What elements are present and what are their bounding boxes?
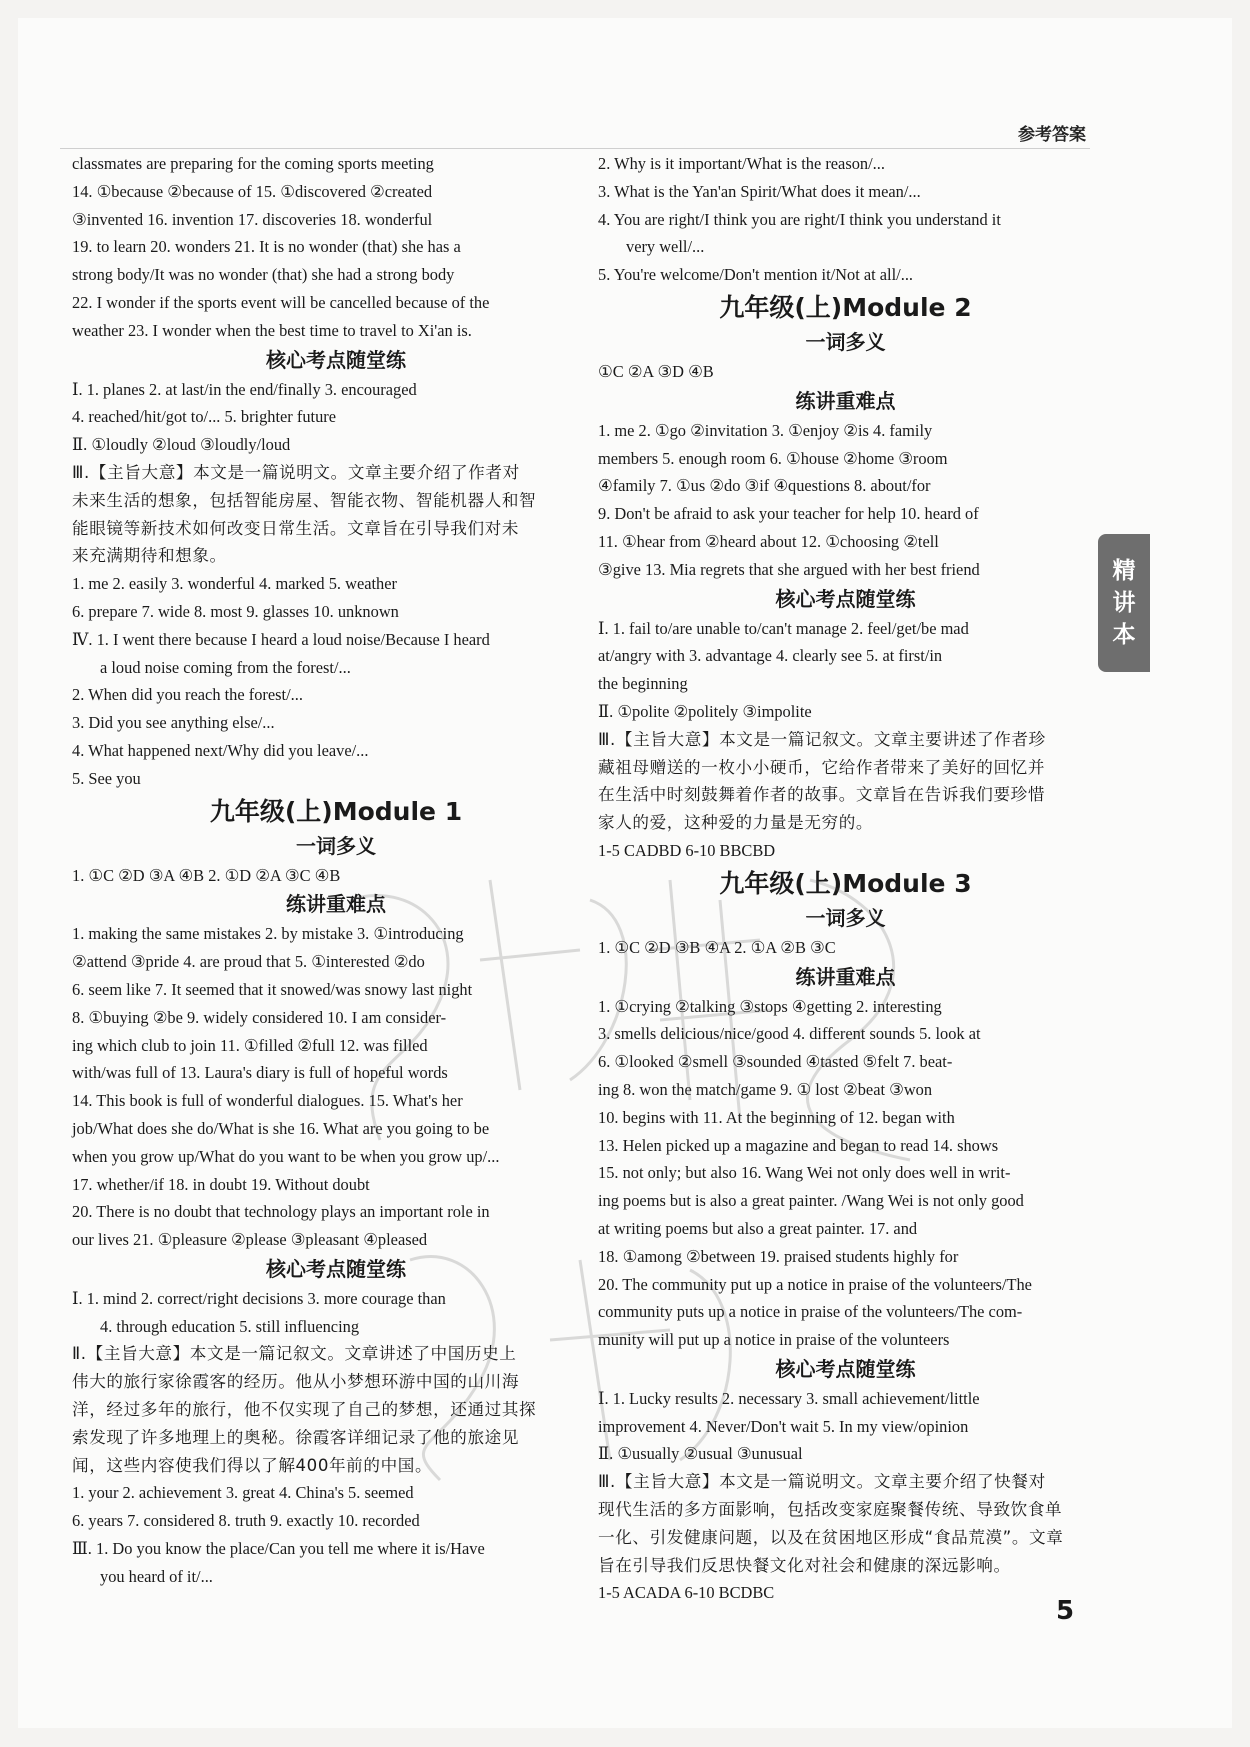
section-heading: 核心考点随堂练 (266, 1256, 406, 1281)
text-line: Ⅲ. 1. Do you know the place/Can you tell me where it is/Have (72, 1539, 485, 1559)
section-heading: 核心考点随堂练 (266, 347, 406, 372)
page-number: 5 (1056, 1596, 1075, 1626)
answer-key-line: 1-5 CADBD 6-10 BBCBD (598, 840, 776, 860)
text-line: our lives 21. ①pleasure ②please ③pleasant ④pleased (72, 1230, 428, 1250)
text-line: 19. to learn 20. wonders 21. It is no wonder (that) she has a (72, 237, 461, 257)
text-line: 14. This book is full of wonderful dialogues. 15. What's her (72, 1091, 463, 1111)
text-line: 6. ①looked ②smell ③sounded ④tasted ⑤felt 7. beat- (598, 1052, 953, 1072)
chinese-summary-line: 家人的爱，这种爱的力量是无穷的。 (598, 813, 874, 833)
side-tab (1098, 534, 1150, 672)
text-line: 1. making the same mistakes 2. by mistake 3. ①introducing (72, 924, 464, 944)
text-line: 20. There is no doubt that technology plays an important role in (72, 1202, 490, 1222)
side-tab-char: 精 (1112, 558, 1136, 584)
text-line: Ⅰ. 1. planes 2. at last/in the end/finally 3. encouraged (72, 379, 417, 399)
text-line: 20. The community put up a notice in praise of the volunteers/The (598, 1274, 1032, 1294)
text-line: 17. whether/if 18. in doubt 19. Without doubt (72, 1174, 370, 1194)
text-line: 8. ①buying ②be 9. widely considered 10. I am consider- (72, 1007, 447, 1027)
text-line: 3. Did you see anything else/... (72, 713, 275, 733)
chinese-summary-line: Ⅲ.【主旨大意】本文是一篇说明文。文章主要介绍了快餐对 (598, 1472, 1046, 1492)
text-line: strong body/It was no wonder (that) she had a strong body (72, 265, 455, 285)
chinese-summary-line: 索发现了许多地理上的奥秘。徐霞客详细记录了他的旅途见 (72, 1427, 520, 1447)
text-line: 3. smells delicious/nice/good 4. different sounds 5. look at (598, 1024, 981, 1044)
text-line: 1. your 2. achievement 3. great 4. China's 5. seemed (72, 1483, 414, 1503)
text-line: 9. Don't be afraid to ask your teacher for help 10. heard of (598, 504, 979, 524)
chinese-summary-line: 能眼镜等新技术如何改变日常生活。文章旨在引导我们对未 (72, 518, 520, 538)
chinese-summary-line: 一化、引发健康问题，以及在贫困地区形成“食品荒漠”。文章 (598, 1527, 1064, 1547)
text-line: job/What does she do/What is she 16. What are you going to be (72, 1118, 490, 1138)
chinese-summary-line: 洋，经过多年的旅行，他不仅实现了自己的梦想，还通过其探 (72, 1400, 537, 1420)
chinese-summary-line: 闻，这些内容使我们得以了解400年前的中国。 (72, 1455, 433, 1475)
right-column (598, 150, 1093, 1607)
text-line: Ⅱ. ①loudly ②loud ③loudly/loud (72, 435, 291, 455)
section-heading: 一词多义 (805, 905, 886, 930)
text-line: 13. Helen picked up a magazine and began to read 14. shows (598, 1135, 999, 1155)
text-line: 6. seem like 7. It seemed that it snowed/was snowy last night (72, 979, 473, 999)
text-line: ①C ②A ③D ④B (598, 361, 714, 381)
module-heading: 九年级(上)Module 2 (719, 292, 972, 322)
chinese-summary-line: 在生活中时刻鼓舞着作者的故事。文章旨在告诉我们要珍惜 (598, 785, 1046, 805)
text-line: 18. ①among ②between 19. praised students highly for (598, 1246, 959, 1266)
section-heading: 练讲重难点 (795, 964, 896, 989)
text-line: ing which club to join 11. ①filled ②full 12. was filled (72, 1035, 428, 1055)
text-line: members 5. enough room 6. ①house ②home ③room (598, 448, 948, 468)
text-line: when you grow up/What do you want to be when you grow up/... (72, 1146, 500, 1166)
text-line: 1. ①C ②D ③A ④B 2. ①D ②A ③C ④B (72, 865, 341, 885)
text-line: the beginning (598, 674, 688, 694)
chinese-summary-line: Ⅱ.【主旨大意】本文是一篇记叙文。文章讲述了中国历史上 (72, 1344, 517, 1364)
text-line: 11. ①hear from ②heard about 12. ①choosing ②tell (598, 531, 939, 551)
text-line: 1. me 2. ①go ②invitation 3. ①enjoy ②is 4. family (598, 420, 933, 440)
text-line: weather 23. I wonder when the best time to travel to Xi'an is. (72, 320, 472, 340)
chinese-summary-line: 藏祖母赠送的一枚小小硬币，它给作者带来了美好的回忆并 (598, 757, 1046, 777)
text-line: very well/... (626, 237, 705, 257)
text-line: classmates are preparing for the coming sports meeting (72, 154, 434, 173)
module-heading: 九年级(上)Module 1 (209, 796, 463, 826)
chinese-summary-line: Ⅲ.【主旨大意】本文是一篇说明文。文章主要介绍了作者对 (72, 462, 520, 482)
answer-key-line: 1-5 ACADA 6-10 BCDBC (598, 1583, 775, 1603)
text-line: ③invented 16. invention 17. discoveries 18. wonderful (72, 209, 433, 229)
text-line: 15. not only; but also 16. Wang Wei not only does well in writ- (598, 1163, 1011, 1183)
chinese-summary-line: 未来生活的想象，包括智能房屋、智能衣物、智能机器人和智 (72, 490, 537, 510)
section-heading: 一词多义 (296, 833, 376, 858)
text-line: at/angry with 3. advantage 4. clearly see 5. at first/in (598, 646, 943, 666)
header-label: 参考答案 (1018, 125, 1086, 145)
text-line: Ⅱ. ①polite ②politely ③impolite (598, 701, 812, 721)
text-line: ing 8. won the match/game 9. ① lost ②beat ③won (598, 1079, 933, 1099)
chinese-summary-line: 来充满期待和想象。 (72, 546, 227, 566)
text-line: Ⅰ. 1. mind 2. correct/right decisions 3. more courage than (72, 1288, 446, 1308)
header-rule (60, 148, 1090, 149)
text-line: 1. me 2. easily 3. wonderful 4. marked 5. weather (72, 574, 397, 594)
text-line: ②attend ③pride 4. are proud that 5. ①interested ②do (72, 952, 425, 972)
text-line: improvement 4. Never/Don't wait 5. In my view/opinion (598, 1416, 969, 1436)
text-line: 4. reached/hit/got to/... 5. brighter future (72, 407, 336, 427)
text-line: ③give 13. Mia regrets that she argued with her best friend (598, 559, 980, 579)
text-line: ④family 7. ①us ②do ③if ④questions 8. about/for (598, 476, 931, 496)
section-heading: 核心考点随堂练 (775, 1356, 916, 1381)
text-line: 22. I wonder if the sports event will be cancelled because of the (72, 292, 490, 312)
text-line: you heard of it/... (100, 1566, 213, 1586)
chinese-summary-line: 伟大的旅行家徐霞客的经历。他从小梦想环游中国的山川海 (72, 1372, 520, 1392)
text-line: 1. ①crying ②talking ③stops ④getting 2. interesting (598, 996, 942, 1016)
text-line: Ⅰ. 1. Lucky results 2. necessary 3. small achievement/little (598, 1388, 980, 1408)
side-tab-char: 讲 (1112, 590, 1136, 616)
text-line: 14. ①because ②because of 15. ①discovered ②created (72, 181, 433, 201)
text-line: with/was full of 13. Laura's diary is full of hopeful words (72, 1063, 448, 1083)
text-line: 6. prepare 7. wide 8. most 9. glasses 10. unknown (72, 601, 399, 621)
text-line: 2. When did you reach the forest/... (72, 685, 303, 705)
text-line: munity will put up a notice in praise of the volunteers (598, 1330, 950, 1350)
left-column (72, 150, 600, 1591)
text-line: 5. See you (72, 768, 141, 788)
text-line: 2. Why is it important/What is the reason/... (598, 154, 885, 173)
text-line: community puts up a notice in praise of the volunteers/The com- (598, 1302, 1023, 1322)
text-line: 6. years 7. considered 8. truth 9. exactly 10. recorded (72, 1511, 420, 1531)
text-line: Ⅳ. 1. I went there because I heard a loud noise/Because I heard (72, 629, 490, 649)
chinese-summary-line: 旨在引导我们反思快餐文化对社会和健康的深远影响。 (598, 1555, 1011, 1575)
text-line: 5. You're welcome/Don't mention it/Not at all/... (598, 265, 914, 285)
text-line: Ⅱ. ①usually ②usual ③unusual (598, 1444, 803, 1464)
text-line: 10. begins with 11. At the beginning of 12. began with (598, 1107, 955, 1127)
section-heading: 核心考点随堂练 (775, 586, 916, 611)
text-line: 1. ①C ②D ③B ④A 2. ①A ②B ③C (598, 937, 836, 957)
text-line: a loud noise coming from the forest/... (100, 657, 351, 677)
text-line: 4. You are right/I think you are right/I think you understand it (598, 209, 1001, 229)
text-line: 4. through education 5. still influencing (100, 1316, 360, 1336)
text-line: Ⅰ. 1. fail to/are unable to/can't manage 2. feel/get/be mad (598, 618, 969, 638)
text-line: at writing poems but also a great painter. 17. and (598, 1218, 918, 1238)
section-heading: 练讲重难点 (795, 388, 896, 413)
chinese-summary-line: 现代生活的多方面影响，包括改变家庭聚餐传统、导致饮食单 (598, 1500, 1063, 1520)
section-heading: 一词多义 (805, 329, 886, 354)
text-line: ing poems but is also a great painter. /Wang Wei is not only good (598, 1191, 1024, 1211)
section-heading: 练讲重难点 (286, 892, 386, 917)
side-tab-char: 本 (1112, 622, 1136, 648)
module-heading: 九年级(上)Module 3 (719, 868, 972, 898)
text-line: 4. What happened next/Why did you leave/... (72, 740, 369, 760)
chinese-summary-line: Ⅲ.【主旨大意】本文是一篇记叙文。文章主要讲述了作者珍 (598, 729, 1046, 749)
text-line: 3. What is the Yan'an Spirit/What does it mean/... (598, 181, 921, 201)
